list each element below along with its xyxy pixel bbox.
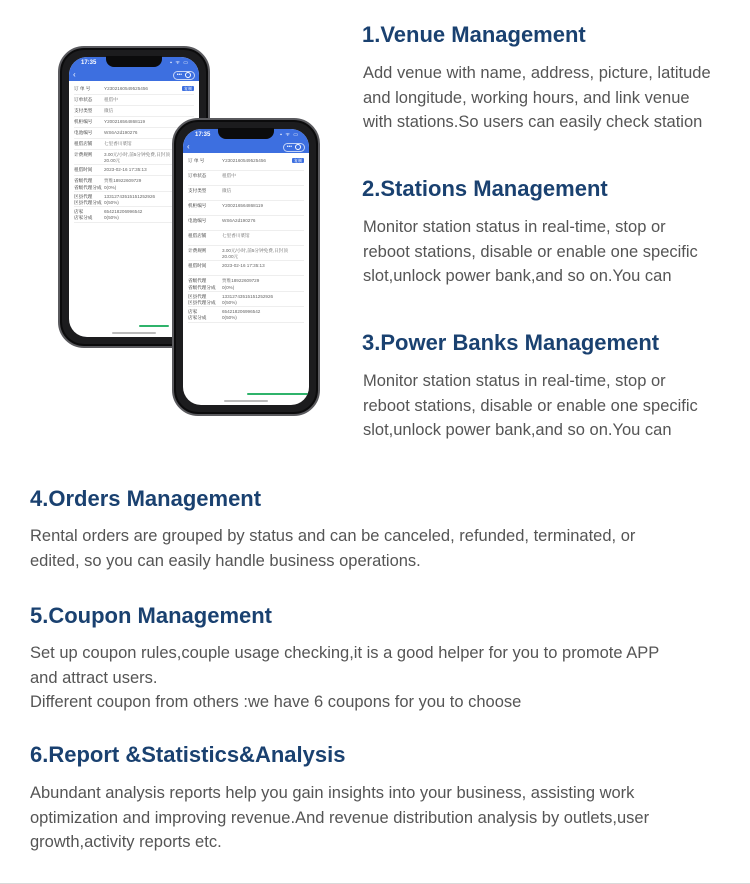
- row-value: 2023-02-16 17:35:13: [222, 263, 265, 269]
- text-line: Abundant analysis reports help you gain insights into your business, assisting work: [30, 784, 635, 802]
- row-value: 七里香川菜馆: [222, 233, 250, 238]
- text-line: optimization and improving revenue.And revenue distribution analysis by outlets,user: [30, 808, 650, 827]
- text-line: slot,unlock power bank,and so on.You can: [363, 421, 672, 439]
- back-arrow-icon[interactable]: ‹: [73, 70, 76, 79]
- order-row: [74, 106, 194, 117]
- text-line: reboot stations, disable or enable one specific: [363, 396, 698, 415]
- text-line: growth,activity reports etc.: [30, 833, 222, 851]
- order-row: [188, 216, 304, 231]
- row-key: 计费规则: [188, 248, 207, 253]
- order-row: [188, 246, 304, 261]
- order-row: [188, 186, 304, 201]
- section-text-power-banks: [363, 369, 743, 443]
- action-bar-accent: [247, 393, 309, 395]
- section-title-report: 6.Report &Statistics&Analysis: [30, 742, 346, 767]
- miniapp-capsule[interactable]: [173, 71, 195, 80]
- row-key: 租借店铺: [188, 233, 207, 238]
- order-row: [188, 201, 304, 216]
- row-value: Y2302160549525456: [104, 86, 148, 91]
- order-row: [188, 171, 304, 186]
- close-ring-icon[interactable]: [295, 144, 301, 150]
- section-text-report: [30, 781, 740, 855]
- row-value: 2023-02-16 17:35:13: [104, 167, 147, 173]
- section-text-stations: [363, 215, 743, 289]
- section-text-orders: [30, 524, 740, 573]
- order-row: [188, 276, 304, 291]
- section-text-coupon: [30, 641, 740, 715]
- text-line: edited, so you can easily handle business operations.: [30, 551, 421, 570]
- phone-mockup-front: [172, 118, 320, 416]
- order-row: [188, 307, 304, 322]
- row-value: 3.00元/小时,前5分钟免费,日封顶 20.00元: [104, 152, 170, 164]
- order-row: [188, 231, 304, 246]
- home-indicator: [224, 400, 268, 402]
- text-line: Monitor station status in real-time, stop or: [363, 372, 666, 390]
- row-value: 七里香川菜馆: [104, 141, 132, 146]
- copy-button[interactable]: 复制: [184, 86, 192, 91]
- miniapp-capsule[interactable]: [283, 143, 305, 152]
- row-key: 电池编号: [188, 218, 207, 223]
- row-key: 租借店铺: [74, 141, 93, 146]
- row-key: 省级代理 省级代理分成: [188, 278, 216, 290]
- section-text-venue: [363, 61, 743, 135]
- row-value: Y200216564868119: [222, 203, 264, 208]
- row-value: 租借中: [104, 97, 118, 102]
- row-key: 订 单 号: [188, 158, 205, 163]
- action-bar-accent: [139, 325, 169, 327]
- more-icon[interactable]: •••: [176, 72, 182, 78]
- app-nav-bar: [183, 141, 309, 153]
- app-nav-bar: [69, 69, 199, 81]
- row-value: WS6A2d190276: [104, 130, 138, 135]
- text-line: and attract users.: [30, 668, 158, 687]
- phone-notch: [106, 56, 162, 67]
- order-row: [188, 292, 304, 307]
- row-key: 租借时间: [188, 263, 207, 269]
- text-line: slot,unlock power bank,and so on.You can: [363, 267, 672, 285]
- row-value: 租借中: [222, 173, 236, 178]
- section-title-power-banks: 3.Power Banks Management: [362, 330, 660, 355]
- status-time: 17:35: [81, 60, 97, 66]
- row-key: 省级代理 省级代理分成: [74, 178, 102, 190]
- row-key: 订单状态: [188, 173, 207, 178]
- row-value: 微信: [222, 188, 232, 193]
- text-line: with stations.So users can easily check station: [363, 113, 703, 131]
- section-title-coupon: 5.Coupon Management: [30, 603, 273, 628]
- phone-notch: [218, 128, 274, 139]
- row-key: 区县代理 区县代理分成: [188, 293, 216, 305]
- text-line: Rental orders are grouped by status and can be canceled, refunded, terminated, or: [30, 527, 636, 545]
- order-row: [74, 117, 194, 128]
- text-line: Different coupon from others :we have 6 coupons for you to choose: [30, 693, 522, 711]
- home-indicator: [112, 332, 156, 334]
- row-value: Y200216564868119: [104, 119, 146, 124]
- text-line: Monitor station status in real-time, stop or: [363, 218, 666, 236]
- row-key: 区县代理 区县代理分成: [74, 193, 102, 205]
- phone-screen: [183, 129, 309, 405]
- row-key: 电池编号: [74, 130, 93, 135]
- text-line: reboot stations, disable or enable one specific: [363, 242, 698, 261]
- row-key: 计费规则: [74, 152, 93, 157]
- row-key: 支付类型: [74, 108, 93, 113]
- row-key: 店家 店家分成: [74, 209, 93, 221]
- section-title-stations: 2.Stations Management: [362, 176, 608, 201]
- section-title-orders: 4.Orders Management: [30, 486, 262, 511]
- row-value: Y2302160549525456: [222, 158, 266, 163]
- row-key: 店家 店家分成: [188, 309, 207, 321]
- row-key: 支付类型: [188, 188, 207, 193]
- text-line: and longitude, working hours, and link venue: [363, 88, 690, 107]
- text-line: Add venue with name, address, picture, latitude: [363, 64, 711, 82]
- status-icons: ▪ ᯤ ▭: [280, 132, 299, 138]
- more-icon[interactable]: •••: [286, 144, 292, 150]
- row-key: 订 单 号: [74, 86, 91, 91]
- row-value: 13312743515151252926 0(50%): [222, 293, 274, 305]
- row-value: 3.00元/小时,前5分钟免费,日封顶 20.00元: [222, 248, 288, 260]
- status-time: 17:35: [195, 132, 211, 138]
- text-line: Set up coupon rules,couple usage checking,it is a good helper for you to promote APP: [30, 644, 660, 662]
- close-ring-icon[interactable]: [185, 72, 191, 78]
- order-row: [188, 156, 304, 171]
- row-value: 贾维18922609729 0(0%): [222, 278, 260, 290]
- order-row: [74, 95, 194, 106]
- order-row: [74, 84, 194, 95]
- row-key: 租借时间: [74, 167, 93, 173]
- row-key: 机柜编号: [74, 119, 93, 124]
- row-value: 654218206996542 0(50%): [222, 309, 261, 321]
- row-value: 贾维18922609729 0(0%): [104, 178, 142, 190]
- row-key: 机柜编号: [188, 203, 207, 208]
- row-value: 654218206996542 0(50%): [104, 209, 143, 221]
- row-value: 13312743515151252926 0(50%): [104, 193, 156, 205]
- row-value: WS6A2d190276: [222, 218, 256, 223]
- copy-button[interactable]: 复制: [294, 158, 302, 163]
- row-key: 订单状态: [74, 97, 93, 102]
- order-row: [188, 261, 304, 276]
- back-arrow-icon[interactable]: ‹: [187, 142, 190, 151]
- row-value: 微信: [104, 108, 114, 113]
- section-title-venue: 1.Venue Management: [362, 22, 586, 47]
- order-detail-list: [183, 153, 309, 323]
- status-icons: ▪ ᯤ ▭: [170, 60, 189, 66]
